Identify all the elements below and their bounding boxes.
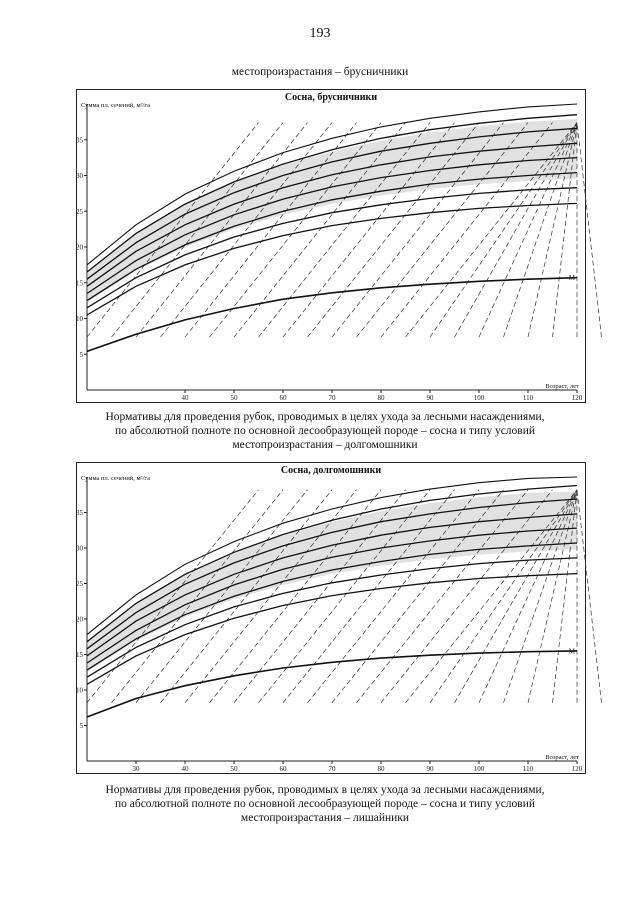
y-tick-label: 10	[76, 315, 83, 323]
dashed-guide-line	[577, 490, 602, 703]
x-tick-label: 120	[571, 394, 583, 402]
y-tick-label: 35	[76, 136, 83, 145]
paragraph-lishayniki	[70, 783, 580, 825]
x-tick-label: 90	[426, 394, 434, 402]
curve-label-m: М	[568, 274, 575, 283]
x-tick-label: 100	[473, 765, 485, 773]
y-tick-label: 35	[76, 509, 83, 517]
y-tick-label: 25	[76, 580, 83, 588]
chart-title: Сосна, долгомошники	[280, 465, 382, 476]
page-number: 193	[309, 26, 331, 41]
paragraph-line: по абсолютной полноте по основной лесообразующей породе – сосна и типу условий	[114, 798, 536, 810]
x-tick-label: 70	[328, 765, 336, 773]
x-tick-label: 50	[230, 394, 238, 402]
x-tick-label: 110	[522, 394, 534, 402]
paragraph-line: Нормативы для проведения рубок, проводимых в целях ухода за лесными насаждениями,	[105, 411, 545, 423]
x-tick-label: 80	[377, 765, 385, 773]
chart-title: Сосна, брусничники	[284, 92, 378, 103]
x-tick-label: 60	[279, 394, 287, 402]
chart-pine-longmoss	[76, 462, 586, 774]
paragraph-line: по абсолютной полноте по основной лесообразующей породе – сосна и типу условий	[114, 425, 536, 437]
curve-label-m: М	[568, 647, 575, 656]
dashed-guide-line	[112, 490, 284, 703]
paragraph-dolgomoshniki	[70, 410, 580, 452]
chart-pine-lingonberry	[76, 89, 586, 403]
x-tick-label: 40	[181, 765, 189, 773]
y-axis-label: Сумма пл. сечений, м²/га	[81, 102, 150, 109]
x-tick-label: 70	[328, 394, 336, 402]
y-tick-label: 30	[76, 172, 83, 180]
x-tick-label: 120	[571, 765, 583, 773]
x-tick-label: 40	[181, 394, 189, 402]
chart-plot	[77, 463, 585, 773]
dashed-guide-line	[87, 123, 259, 338]
x-tick-label: 30	[132, 765, 140, 773]
x-axis-label: Возраст, лет	[545, 383, 579, 390]
x-axis-label: Возраст, лет	[545, 754, 579, 761]
x-tick-label: 80	[377, 394, 385, 402]
y-tick-label: 20	[76, 615, 83, 624]
paragraph-line: Нормативы для проведения рубок, проводимых в целях ухода за лесными насаждениями,	[105, 784, 545, 796]
series-line-0	[87, 278, 577, 352]
y-tick-label: 15	[76, 651, 83, 659]
paragraph-line: местопроизрастания – лишайники	[240, 812, 410, 824]
x-tick-label: 100	[473, 394, 485, 402]
y-tick-label: 20	[76, 243, 83, 252]
y-tick-label: 5	[79, 722, 83, 730]
x-tick-label: 110	[522, 765, 534, 773]
y-tick-label: 15	[76, 279, 83, 288]
section-heading: местопроизрастания – брусничники	[231, 66, 409, 78]
x-tick-label: 90	[426, 765, 434, 773]
y-tick-label: 5	[79, 350, 83, 359]
y-tick-label: 10	[76, 686, 83, 695]
y-axis-label: Сумма пл. сечений, м²/га	[81, 475, 150, 482]
x-tick-label: 60	[279, 765, 287, 773]
paragraph-line: местопроизрастания – долгомошники	[232, 439, 418, 451]
x-tick-label: 50	[230, 765, 238, 773]
chart-plot	[77, 90, 585, 402]
shaded-band	[87, 119, 577, 303]
dashed-guide-line	[577, 123, 602, 338]
y-tick-label: 25	[76, 207, 83, 216]
dashed-guide-line	[210, 123, 382, 338]
y-tick-label: 30	[76, 544, 83, 553]
series-line-0	[87, 651, 577, 717]
